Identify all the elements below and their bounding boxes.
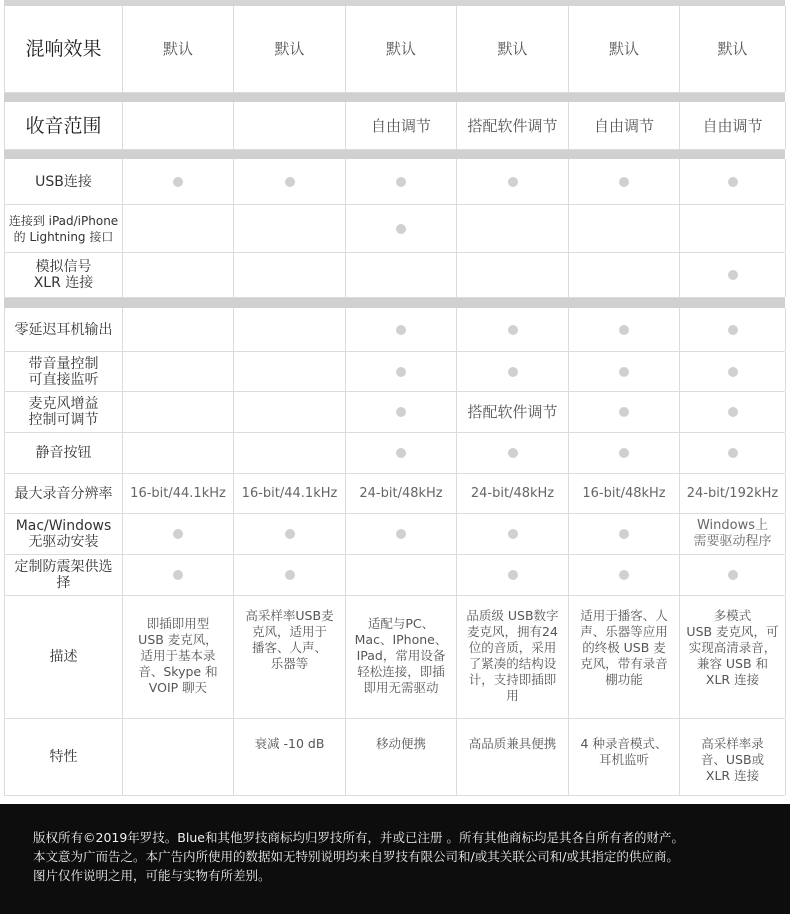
feature-dot-icon <box>396 448 406 458</box>
feature-dot-icon <box>728 570 738 580</box>
description-cell: 适配与PC、 Mac、IPhone、 IPad，常用设备 轻松连接，即插 即用无需驱动 <box>346 596 457 718</box>
feature-dot-icon <box>508 570 518 580</box>
feature-cell: 高采样率录 音、USB或 XLR 连接 <box>680 719 786 795</box>
value-cell <box>346 159 457 204</box>
value-cell <box>569 308 680 351</box>
row-reverb <box>4 6 785 93</box>
feature-dot-icon <box>508 367 518 377</box>
row-driver <box>4 514 785 555</box>
value-cell <box>680 159 786 204</box>
value-cell: 24-bit/192kHz <box>680 474 786 513</box>
feature-dot-icon <box>619 529 629 539</box>
row-headphone <box>4 308 785 352</box>
value-cell <box>346 514 457 554</box>
value-cell: 默认 <box>123 6 234 92</box>
row-label: 定制防震架供选择 <box>5 555 123 595</box>
value-cell: Windows上 需要驱动程序 <box>680 514 786 554</box>
value-cell <box>457 514 569 554</box>
value-cell: 默认 <box>569 6 680 92</box>
value-cell <box>569 555 680 595</box>
feature-dot-icon <box>619 570 629 580</box>
value-cell <box>123 253 234 297</box>
description-cell: 即插即用型 USB 麦克风， 适用于基本录 音、Skype 和 VOIP 聊天 <box>123 596 234 718</box>
value-cell <box>680 253 786 297</box>
value-cell <box>346 205 457 252</box>
value-cell: 默认 <box>457 6 569 92</box>
section-divider <box>4 150 785 159</box>
row-shockmount <box>4 555 785 596</box>
row-label: Mac/Windows 无驱动安装 <box>5 514 123 554</box>
row-label: 静音按钮 <box>5 433 123 473</box>
row-label: 连接到 iPad/iPhone 的 Lightning 接口 <box>5 205 123 252</box>
description-cell: 高采样率USB麦 克风，适用于 播客、人声、 乐器等 <box>234 596 346 718</box>
value-cell: 默认 <box>234 6 346 92</box>
value-cell <box>680 433 786 473</box>
row-xlr <box>4 253 785 298</box>
row-label: USB连接 <box>5 159 123 204</box>
feature-dot-icon <box>396 529 406 539</box>
value-cell <box>457 308 569 351</box>
row-usb <box>4 159 785 205</box>
value-cell: 16-bit/44.1kHz <box>234 474 346 513</box>
footer-line: 版权所有©2019年罗技。Blue和其他罗技商标均归罗技所有，并或已注册 。所有其他商标均是其各自所有者的财产。 <box>33 830 684 845</box>
value-cell <box>234 433 346 473</box>
feature-dot-icon <box>173 177 183 187</box>
feature-dot-icon <box>619 448 629 458</box>
value-cell <box>346 253 457 297</box>
value-cell <box>234 392 346 432</box>
value-cell <box>234 205 346 252</box>
value-cell <box>569 352 680 391</box>
value-cell <box>123 308 234 351</box>
row-label: 混响效果 <box>5 6 123 92</box>
value-cell <box>346 308 457 351</box>
value-cell <box>680 205 786 252</box>
feature-dot-icon <box>285 177 295 187</box>
value-cell <box>346 433 457 473</box>
feature-dot-icon <box>396 224 406 234</box>
value-cell <box>680 308 786 351</box>
value-cell <box>234 555 346 595</box>
value-cell <box>569 205 680 252</box>
feature-dot-icon <box>508 448 518 458</box>
feature-dot-icon <box>619 177 629 187</box>
value-cell <box>457 352 569 391</box>
value-cell <box>123 159 234 204</box>
feature-dot-icon <box>619 325 629 335</box>
feature-cell: 高品质兼具便携 <box>457 719 569 795</box>
row-label: 特性 <box>5 719 123 795</box>
row-features <box>4 719 785 796</box>
row-label: 描述 <box>5 596 123 718</box>
value-cell <box>569 433 680 473</box>
value-cell <box>680 555 786 595</box>
feature-dot-icon <box>396 367 406 377</box>
footer-line: 图片仅作说明之用，可能与实物有所差别。 <box>33 868 271 883</box>
value-cell <box>346 555 457 595</box>
value-cell <box>457 205 569 252</box>
feature-dot-icon <box>619 367 629 377</box>
feature-dot-icon <box>728 367 738 377</box>
row-label: 麦克风增益 控制可调节 <box>5 392 123 432</box>
value-cell: 自由调节 <box>346 102 457 149</box>
row-volume <box>4 352 785 392</box>
value-cell: 搭配软件调节 <box>457 392 569 432</box>
feature-dot-icon <box>396 407 406 417</box>
description-cell: 品质级 USB数字 麦克风，拥有24 位的音质，采用 了紧凑的结构设 计，支持即插即 用 <box>457 596 569 718</box>
value-cell <box>346 352 457 391</box>
row-description <box>4 596 785 719</box>
row-label: 收音范围 <box>5 102 123 149</box>
row-pickup <box>4 102 785 150</box>
legal-footer <box>0 804 790 914</box>
value-cell <box>457 433 569 473</box>
feature-dot-icon <box>728 325 738 335</box>
value-cell <box>457 555 569 595</box>
row-mute <box>4 433 785 474</box>
value-cell <box>680 392 786 432</box>
value-cell: 24-bit/48kHz <box>457 474 569 513</box>
value-cell <box>234 102 346 149</box>
row-lightning <box>4 205 785 253</box>
value-cell <box>234 253 346 297</box>
value-cell: 搭配软件调节 <box>457 102 569 149</box>
value-cell <box>234 159 346 204</box>
row-label: 模拟信号 XLR 连接 <box>5 253 123 297</box>
feature-dot-icon <box>173 529 183 539</box>
value-cell <box>569 392 680 432</box>
value-cell <box>123 555 234 595</box>
feature-cell: 移动便携 <box>346 719 457 795</box>
value-cell <box>123 352 234 391</box>
feature-dot-icon <box>285 570 295 580</box>
feature-dot-icon <box>728 407 738 417</box>
description-cell: 多模式 USB 麦克风，可 实现高清录音， 兼容 USB 和 XLR 连接 <box>680 596 786 718</box>
feature-cell: 衰减 -10 dB <box>234 719 346 795</box>
value-cell: 16-bit/48kHz <box>569 474 680 513</box>
section-divider <box>4 93 785 102</box>
value-cell <box>569 514 680 554</box>
value-cell <box>234 308 346 351</box>
feature-dot-icon <box>508 177 518 187</box>
feature-cell <box>123 719 234 795</box>
value-cell <box>123 392 234 432</box>
feature-dot-icon <box>285 529 295 539</box>
value-cell: 自由调节 <box>569 102 680 149</box>
feature-dot-icon <box>396 177 406 187</box>
row-gain <box>4 392 785 433</box>
feature-dot-icon <box>728 270 738 280</box>
value-cell: 16-bit/44.1kHz <box>123 474 234 513</box>
row-resolution <box>4 474 785 514</box>
value-cell <box>457 253 569 297</box>
value-cell <box>123 514 234 554</box>
value-cell: 默认 <box>680 6 786 92</box>
value-cell <box>569 159 680 204</box>
value-cell: 24-bit/48kHz <box>346 474 457 513</box>
value-cell <box>569 253 680 297</box>
value-cell <box>123 205 234 252</box>
value-cell <box>123 102 234 149</box>
value-cell: 自由调节 <box>680 102 786 149</box>
value-cell <box>346 392 457 432</box>
section-divider <box>4 298 785 308</box>
value-cell <box>234 514 346 554</box>
feature-dot-icon <box>173 570 183 580</box>
value-cell <box>123 433 234 473</box>
footer-line: 本文意为广而告之。本广告内所使用的数据如无特别说明均来自罗技有限公司和/或其关联公司和/或其指定的供应商。 <box>33 849 679 864</box>
feature-dot-icon <box>396 325 406 335</box>
row-label: 带音量控制 可直接监听 <box>5 352 123 391</box>
feature-cell: 4 种录音模式、 耳机监听 <box>569 719 680 795</box>
row-label: 最大录音分辨率 <box>5 474 123 513</box>
value-cell <box>680 352 786 391</box>
value-cell: 默认 <box>346 6 457 92</box>
description-cell: 适用于播客、人 声、乐器等应用 的终极 USB 麦 克风，带有录音 棚功能 <box>569 596 680 718</box>
value-cell <box>457 159 569 204</box>
feature-dot-icon <box>728 448 738 458</box>
value-cell <box>234 352 346 391</box>
feature-dot-icon <box>508 529 518 539</box>
feature-dot-icon <box>508 325 518 335</box>
row-label: 零延迟耳机输出 <box>5 308 123 351</box>
feature-dot-icon <box>728 177 738 187</box>
feature-dot-icon <box>619 407 629 417</box>
